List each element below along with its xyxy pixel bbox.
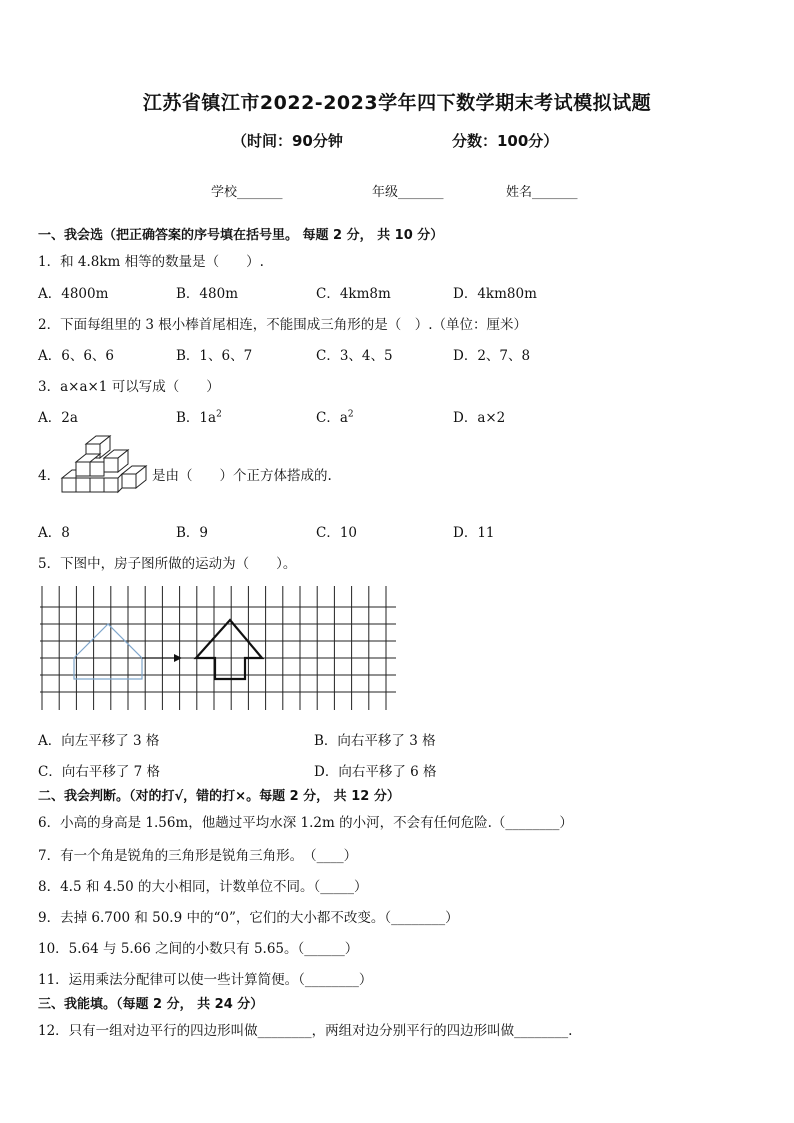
q1-option-a: A．4800m [38,286,109,302]
section3-title: 三、我能填。（每题 2 分， 共 24 分） [38,997,264,1012]
page-title: 江苏省镇江市2022-2023学年四下数学期末考试模拟试题 [142,92,652,114]
question-9: 9．去掉 6.700 和 50.9 中的“0”，它们的大小都不改变。（________） [38,910,459,926]
question-1: 1．和 4.8km 相等的数量是（ ）. [38,254,264,270]
q2-option-d: D．2、7、8 [453,348,531,364]
q1-option-c: C．4km8m [316,286,391,302]
q3-option-d: D．a×2 [453,410,506,426]
question-6: 6．小高的身高是 1.56m，他趟过平均水深 1.2m 的小河，不会有任何危险.（________） [38,815,573,831]
q4-option-b: B．9 [176,525,209,541]
question-12: 12．只有一组对边平行的四边形叫做________，两组对边分别平行的四边形叫做________. [38,1023,573,1039]
q5-option-c: C．向右平移了 7 格 [38,764,161,780]
q1-option-b: B．480m [176,286,238,302]
q5-option-d: D．向右平移了 6 格 [314,764,437,780]
q4-option-d: D．11 [453,525,495,541]
moved-house-shape [196,620,262,679]
original-house-shape [74,624,142,679]
grade-field: 年级_______ [372,185,444,200]
q3-option-b: B．$1a^2$ [176,409,222,426]
question-3: 3．a×a×1 可以写成（ ） [38,379,220,395]
q5-option-a: A．向左平移了 3 格 [38,733,160,749]
question-10: 10．5.64 与 5.66 之间的小数只有 5.65。（______） [38,941,359,957]
question-4: 是由（ ）个正方体搭成的. [152,468,332,484]
q3-option-c: C．$a^2$ [316,409,354,426]
arrow-icon [174,654,182,662]
question-5: 5．下图中，房子图所做的运动为（ ）。 [38,556,297,572]
cube-stack-figure [58,434,150,504]
question-2: 2．下面每组里的 3 根小棒首尾相连，不能围成三角形的是（ ）.（单位：厘米） [38,317,528,333]
question-11: 11．运用乘法分配律可以使一些计算简便。（________） [38,972,373,988]
q2-option-c: C．3、4、5 [316,348,393,364]
q2-option-a: A．6、6、6 [38,348,115,364]
question-4-number: 4． [38,468,61,484]
exam-score: 分数：100分） [452,132,559,150]
translation-grid-figure [40,586,398,710]
q5-option-b: B．向右平移了 3 格 [314,733,436,749]
section2-title: 二、我会判断。（对的打√，错的打×。每题 2 分， 共 12 分） [38,789,400,804]
q4-option-c: C．10 [316,525,358,541]
q1-option-d: D．4km80m [453,286,537,302]
exam-time: （时间：90分钟 [232,132,343,150]
name-field: 姓名_______ [506,185,578,200]
section1-title: 一、我会选（把正确答案的序号填在括号里。 每题 2 分， 共 10 分） [38,228,444,243]
question-8: 8．4.5 和 4.50 的大小相同，计数单位不同。（_____） [38,879,368,895]
q4-option-a: A．8 [38,525,70,541]
q3-option-a: A．2a [38,410,78,426]
q2-option-b: B．1、6、7 [176,348,253,364]
school-field: 学校_______ [211,185,283,200]
question-7: 7．有一个角是锐角的三角形是锐角三角形。 （____） [38,848,358,864]
